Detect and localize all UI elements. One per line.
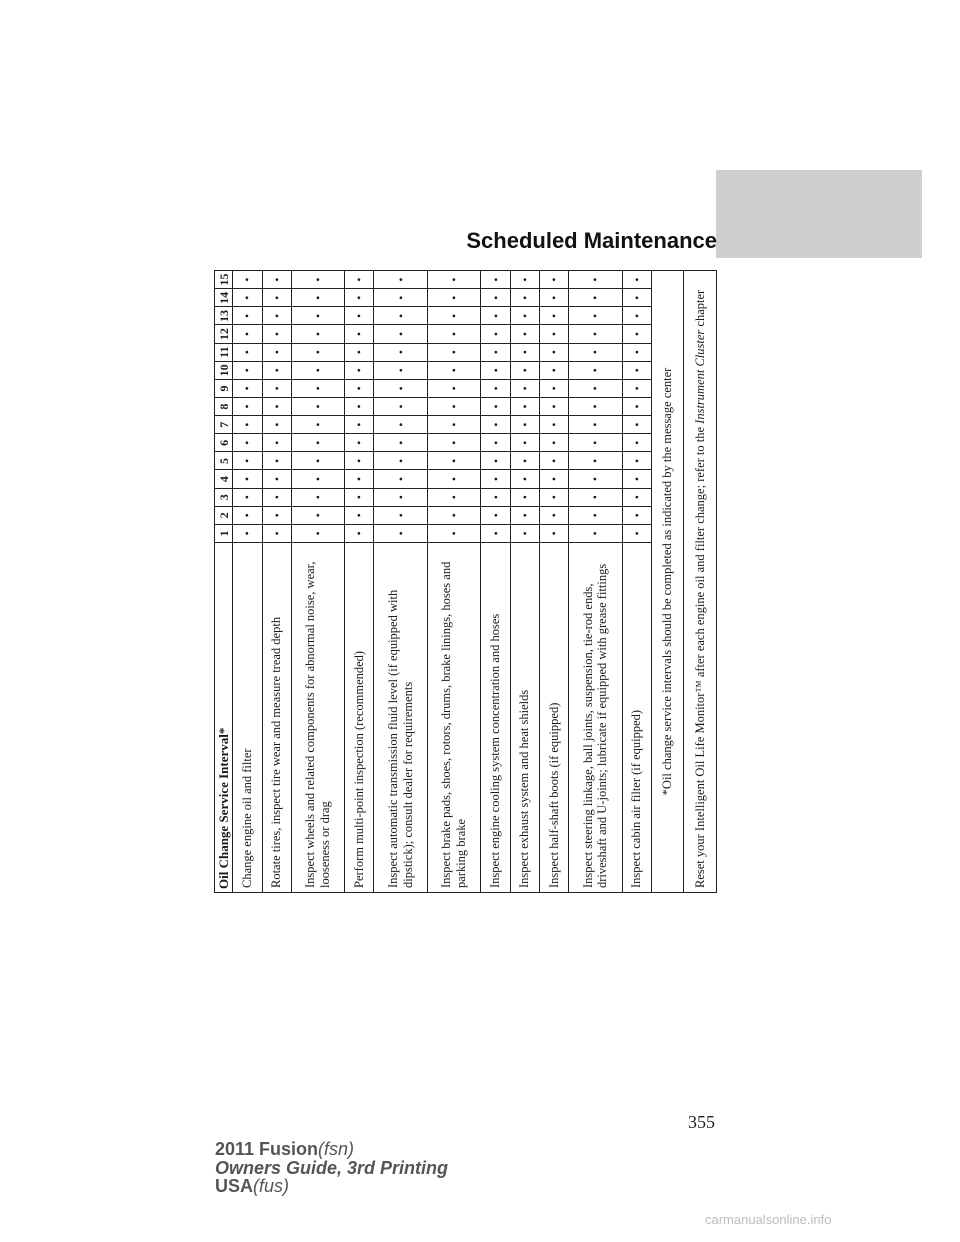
interval-dot: • (481, 416, 510, 434)
interval-dot: • (233, 307, 262, 325)
interval-dot: • (481, 452, 510, 470)
footer-model-line (215, 1140, 448, 1159)
interval-dot: • (481, 506, 510, 524)
interval-dot: • (291, 488, 345, 506)
interval-number-1: 1 (215, 524, 233, 542)
interval-dot: • (481, 307, 510, 325)
maintenance-row (481, 271, 510, 893)
interval-header-row (215, 271, 233, 893)
interval-dot: • (622, 398, 651, 416)
maintenance-task: Change engine oil and filter (233, 543, 262, 893)
interval-dot: • (510, 488, 539, 506)
interval-dot: • (481, 470, 510, 488)
interval-dot: • (569, 416, 623, 434)
interval-dot: • (233, 379, 262, 397)
interval-dot: • (345, 470, 374, 488)
reset-note-row (684, 271, 717, 893)
interval-dot: • (539, 470, 568, 488)
interval-dot: • (622, 416, 651, 434)
interval-dot: • (510, 361, 539, 379)
interval-dot: • (291, 506, 345, 524)
interval-number-3: 3 (215, 488, 233, 506)
interval-dot: • (622, 506, 651, 524)
interval-dot: • (291, 307, 345, 325)
interval-dot: • (374, 325, 428, 343)
rotated-table-container (214, 270, 717, 893)
interval-dot: • (539, 416, 568, 434)
interval-dot: • (345, 434, 374, 452)
interval-dot: • (291, 434, 345, 452)
footnote-text: *Oil change service intervals should be completed as indicated by the message center (651, 271, 684, 893)
interval-dot: • (374, 488, 428, 506)
interval-dot: • (510, 434, 539, 452)
footer-market-code: (fus) (253, 1176, 290, 1197)
maintenance-table-frame (214, 270, 717, 893)
interval-dot: • (262, 343, 291, 361)
interval-dot: • (622, 452, 651, 470)
interval-number-13: 13 (215, 307, 233, 325)
document-footer (215, 1140, 448, 1196)
maintenance-task: Perform multi-point inspection (recommended) (345, 543, 374, 893)
maintenance-row (427, 271, 481, 893)
interval-dot: • (233, 398, 262, 416)
maintenance-row (622, 271, 651, 893)
interval-dot: • (569, 506, 623, 524)
interval-dot: • (510, 325, 539, 343)
interval-dot: • (291, 452, 345, 470)
page-number: 355 (688, 1112, 715, 1132)
interval-dot: • (427, 398, 481, 416)
maintenance-task: Inspect wheels and related components for abnormal noise, wear, looseness or drag (291, 543, 345, 893)
interval-dot: • (345, 398, 374, 416)
interval-dot: • (569, 524, 623, 542)
interval-number-4: 4 (215, 470, 233, 488)
interval-dot: • (510, 470, 539, 488)
interval-dot: • (622, 307, 651, 325)
interval-number-2: 2 (215, 506, 233, 524)
interval-dot: • (291, 524, 345, 542)
interval-dot: • (510, 307, 539, 325)
interval-dot: • (262, 416, 291, 434)
interval-dot: • (622, 470, 651, 488)
interval-dot: • (233, 325, 262, 343)
maintenance-row (345, 271, 374, 893)
interval-dot: • (291, 325, 345, 343)
reset-note-italic: Instrument Cluster (692, 329, 707, 424)
interval-dot: • (622, 325, 651, 343)
interval-dot: • (291, 398, 345, 416)
interval-dot: • (345, 361, 374, 379)
interval-dot: • (291, 271, 345, 289)
interval-dot: • (345, 452, 374, 470)
interval-dot: • (510, 398, 539, 416)
interval-dot: • (233, 289, 262, 307)
maintenance-task: Inspect cabin air filter (if equipped) (622, 543, 651, 893)
maintenance-task: Inspect exhaust system and heat shields (510, 543, 539, 893)
interval-dot: • (569, 289, 623, 307)
interval-dot: • (510, 343, 539, 361)
interval-dot: • (539, 361, 568, 379)
interval-dot: • (427, 470, 481, 488)
interval-dot: • (291, 343, 345, 361)
reset-note-after: chapter (692, 289, 707, 330)
maintenance-task: Inspect half-shaft boots (if equipped) (539, 543, 568, 893)
interval-dot: • (233, 524, 262, 542)
maintenance-row (510, 271, 539, 893)
interval-dot: • (569, 470, 623, 488)
interval-dot: • (569, 488, 623, 506)
footer-guide: Owners Guide, 3rd Printing (215, 1157, 449, 1178)
interval-dot: • (539, 271, 568, 289)
interval-dot: • (291, 416, 345, 434)
interval-dot: • (427, 343, 481, 361)
interval-dot: • (427, 488, 481, 506)
interval-dot: • (539, 379, 568, 397)
interval-dot: • (374, 434, 428, 452)
footer-model: 2011 Fusion (215, 1139, 319, 1159)
interval-dot: • (427, 524, 481, 542)
interval-dot: • (622, 488, 651, 506)
interval-dot: • (262, 470, 291, 488)
interval-dot: • (622, 361, 651, 379)
interval-dot: • (262, 434, 291, 452)
interval-dot: • (539, 434, 568, 452)
interval-dot: • (233, 343, 262, 361)
interval-dot: • (427, 325, 481, 343)
interval-dot: • (622, 379, 651, 397)
interval-dot: • (262, 307, 291, 325)
section-title: Scheduled Maintenance (466, 228, 717, 253)
interval-dot: • (481, 325, 510, 343)
interval-dot: • (374, 524, 428, 542)
interval-dot: • (427, 361, 481, 379)
interval-dot: • (569, 307, 623, 325)
interval-dot: • (481, 524, 510, 542)
interval-dot: • (374, 307, 428, 325)
maintenance-row (291, 271, 345, 893)
interval-dot: • (374, 452, 428, 470)
interval-number-8: 8 (215, 398, 233, 416)
interval-dot: • (510, 379, 539, 397)
footer-market: USA (215, 1176, 254, 1197)
maintenance-row (262, 271, 291, 893)
interval-number-15: 15 (215, 271, 233, 289)
interval-number-11: 11 (215, 343, 233, 361)
interval-number-5: 5 (215, 452, 233, 470)
maintenance-task: Inspect brake pads, shoes, rotors, drums, brake linings, hoses and parking brake (427, 543, 481, 893)
interval-dot: • (539, 343, 568, 361)
interval-dot: • (539, 325, 568, 343)
interval-dot: • (262, 271, 291, 289)
interval-dot: • (427, 416, 481, 434)
interval-dot: • (427, 434, 481, 452)
interval-dot: • (481, 343, 510, 361)
interval-dot: • (291, 470, 345, 488)
interval-dot: • (345, 488, 374, 506)
interval-dot: • (569, 343, 623, 361)
interval-number-12: 12 (215, 325, 233, 343)
interval-dot: • (481, 398, 510, 416)
maintenance-row (374, 271, 428, 893)
interval-number-10: 10 (215, 361, 233, 379)
interval-dot: • (622, 434, 651, 452)
interval-dot: • (510, 271, 539, 289)
interval-dot: • (539, 506, 568, 524)
interval-dot: • (481, 379, 510, 397)
interval-dot: • (539, 488, 568, 506)
interval-number-6: 6 (215, 434, 233, 452)
interval-dot: • (569, 434, 623, 452)
interval-dot: • (622, 289, 651, 307)
interval-dot: • (374, 361, 428, 379)
interval-dot: • (345, 416, 374, 434)
interval-dot: • (262, 361, 291, 379)
interval-number-14: 14 (215, 289, 233, 307)
interval-dot: • (345, 524, 374, 542)
interval-dot: • (345, 506, 374, 524)
maintenance-task: Inspect steering linkage, ball joints, suspension, tie-rod ends, driveshaft and U-joints; lubricate if equipped with grease fittings (569, 543, 623, 893)
interval-number-9: 9 (215, 379, 233, 397)
reset-note (684, 271, 717, 893)
interval-dot: • (262, 488, 291, 506)
interval-dot: • (262, 325, 291, 343)
interval-dot: • (233, 434, 262, 452)
interval-dot: • (233, 271, 262, 289)
interval-dot: • (374, 271, 428, 289)
interval-dot: • (569, 325, 623, 343)
interval-dot: • (345, 343, 374, 361)
interval-dot: • (233, 361, 262, 379)
interval-dot: • (622, 524, 651, 542)
interval-dot: • (569, 361, 623, 379)
interval-dot: • (539, 289, 568, 307)
interval-dot: • (539, 452, 568, 470)
interval-dot: • (233, 452, 262, 470)
interval-dot: • (481, 434, 510, 452)
interval-dot: • (233, 470, 262, 488)
interval-dot: • (427, 271, 481, 289)
interval-dot: • (233, 488, 262, 506)
interval-dot: • (291, 361, 345, 379)
interval-dot: • (262, 398, 291, 416)
interval-dot: • (539, 398, 568, 416)
interval-dot: • (374, 379, 428, 397)
maintenance-task: Inspect engine cooling system concentration and hoses (481, 543, 510, 893)
maintenance-task: Rotate tires, inspect tire wear and measure tread depth (262, 543, 291, 893)
interval-dot: • (481, 271, 510, 289)
interval-dot: • (345, 379, 374, 397)
interval-dot: • (510, 524, 539, 542)
interval-dot: • (427, 289, 481, 307)
interval-dot: • (262, 506, 291, 524)
watermark: carmanualsonline.info (705, 1212, 832, 1227)
interval-dot: • (427, 506, 481, 524)
interval-dot: • (539, 307, 568, 325)
interval-dot: • (262, 289, 291, 307)
interval-dot: • (374, 416, 428, 434)
maintenance-row (539, 271, 568, 893)
interval-dot: • (569, 452, 623, 470)
interval-dot: • (345, 271, 374, 289)
interval-dot: • (345, 325, 374, 343)
interval-dot: • (569, 379, 623, 397)
interval-dot: • (510, 289, 539, 307)
interval-dot: • (510, 506, 539, 524)
interval-dot: • (539, 524, 568, 542)
interval-dot: • (374, 343, 428, 361)
section-header-tab (716, 170, 922, 258)
interval-dot: • (345, 289, 374, 307)
interval-dot: • (481, 488, 510, 506)
interval-dot: • (291, 289, 345, 307)
interval-dot: • (233, 506, 262, 524)
interval-dot: • (481, 361, 510, 379)
interval-dot: • (427, 307, 481, 325)
interval-dot: • (510, 452, 539, 470)
footer-market-line (215, 1177, 448, 1196)
interval-dot: • (374, 470, 428, 488)
maintenance-rows (233, 271, 652, 893)
interval-dot: • (427, 452, 481, 470)
interval-dot: • (345, 307, 374, 325)
interval-dot: • (481, 289, 510, 307)
interval-dot: • (510, 416, 539, 434)
interval-dot: • (233, 416, 262, 434)
interval-dot: • (262, 452, 291, 470)
interval-dot: • (569, 398, 623, 416)
reset-note-before: Reset your Intelligent Oil Life Monitor™ after each engine oil and filter change; refer to the (692, 423, 707, 888)
maintenance-row (233, 271, 262, 893)
interval-dot: • (262, 524, 291, 542)
interval-dot: • (374, 506, 428, 524)
interval-dot: • (622, 343, 651, 361)
interval-dot: • (374, 398, 428, 416)
interval-number-7: 7 (215, 416, 233, 434)
interval-dot: • (569, 271, 623, 289)
interval-dot: • (374, 289, 428, 307)
interval-dot: • (622, 271, 651, 289)
maintenance-task: Inspect automatic transmission fluid level (if equipped with dipstick); consult dealer for requirements (374, 543, 428, 893)
interval-dot: • (427, 379, 481, 397)
interval-dot: • (262, 379, 291, 397)
interval-header-label: Oil Change Service Interval* (215, 543, 233, 893)
footer-model-code: (fsn) (318, 1139, 355, 1159)
interval-dot: • (291, 379, 345, 397)
maintenance-row (569, 271, 623, 893)
footnote-row (651, 271, 684, 893)
maintenance-schedule-table (214, 270, 717, 893)
